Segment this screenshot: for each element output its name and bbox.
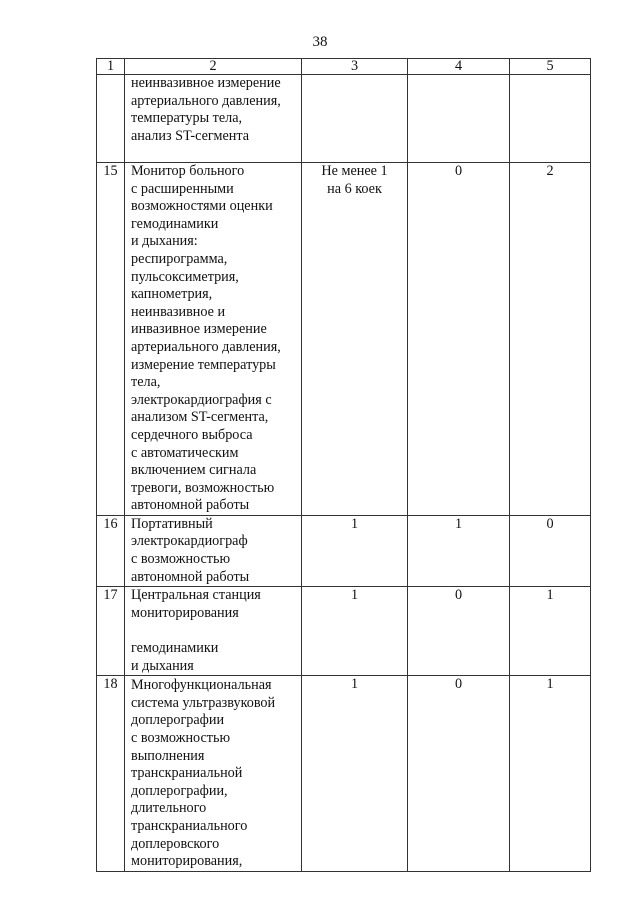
page-number: 38 <box>312 34 328 50</box>
column-4-value: 0 <box>408 163 510 516</box>
required-quantity <box>302 75 408 163</box>
table-row <box>97 515 591 586</box>
row-number: 17 <box>97 587 125 676</box>
column-5-value: 2 <box>510 163 591 516</box>
required-quantity: 1 <box>302 587 408 676</box>
table-row <box>97 587 591 676</box>
column-header: 4 <box>408 59 510 75</box>
row-number <box>97 75 125 163</box>
row-number: 18 <box>97 676 125 872</box>
required-quantity: Не менее 1 на 6 коек <box>302 163 408 516</box>
column-header: 5 <box>510 59 591 75</box>
equipment-name: Портативный электрокардиограф с возможностью автономной работы <box>125 515 302 586</box>
table-row <box>97 676 591 872</box>
column-5-value: 1 <box>510 676 591 872</box>
column-5-value: 0 <box>510 515 591 586</box>
equipment-name: неинвазивное измерение артериального давления, температуры тела, анализ ST-сегмента <box>125 75 302 163</box>
column-5-value: 1 <box>510 587 591 676</box>
table-header-row <box>97 59 591 75</box>
column-5-value <box>510 75 591 163</box>
equipment-name: Многофункциональная система ультразвуковой доплерографии с возможностью выполнения транскраниальной доплерографии, длительного транскраниального доплеровского мониторирования, <box>125 676 302 872</box>
required-quantity: 1 <box>302 676 408 872</box>
equipment-table <box>96 58 591 872</box>
column-4-value: 1 <box>408 515 510 586</box>
equipment-name: Монитор больного с расширенными возможностями оценки гемодинамики и дыхания: респирограмма, пульсоксиметрия, капнометрия, неинвазивное и инвазивное измерение артериального давления, измерение температуры тела, электрокардиография с анализом ST-сегмента, сердечного выброса с автоматическим включением сигнала тревоги, возможностью автономной работы <box>125 163 302 516</box>
table-row <box>97 163 591 516</box>
row-number: 16 <box>97 515 125 586</box>
table-row-continuation <box>97 75 591 163</box>
column-header: 3 <box>302 59 408 75</box>
column-4-value: 0 <box>408 676 510 872</box>
column-header: 1 <box>97 59 125 75</box>
column-4-value: 0 <box>408 587 510 676</box>
required-quantity: 1 <box>302 515 408 586</box>
row-number: 15 <box>97 163 125 516</box>
column-header: 2 <box>125 59 302 75</box>
column-4-value <box>408 75 510 163</box>
equipment-name: Центральная станция мониторирования гемодинамики и дыхания <box>125 587 302 676</box>
